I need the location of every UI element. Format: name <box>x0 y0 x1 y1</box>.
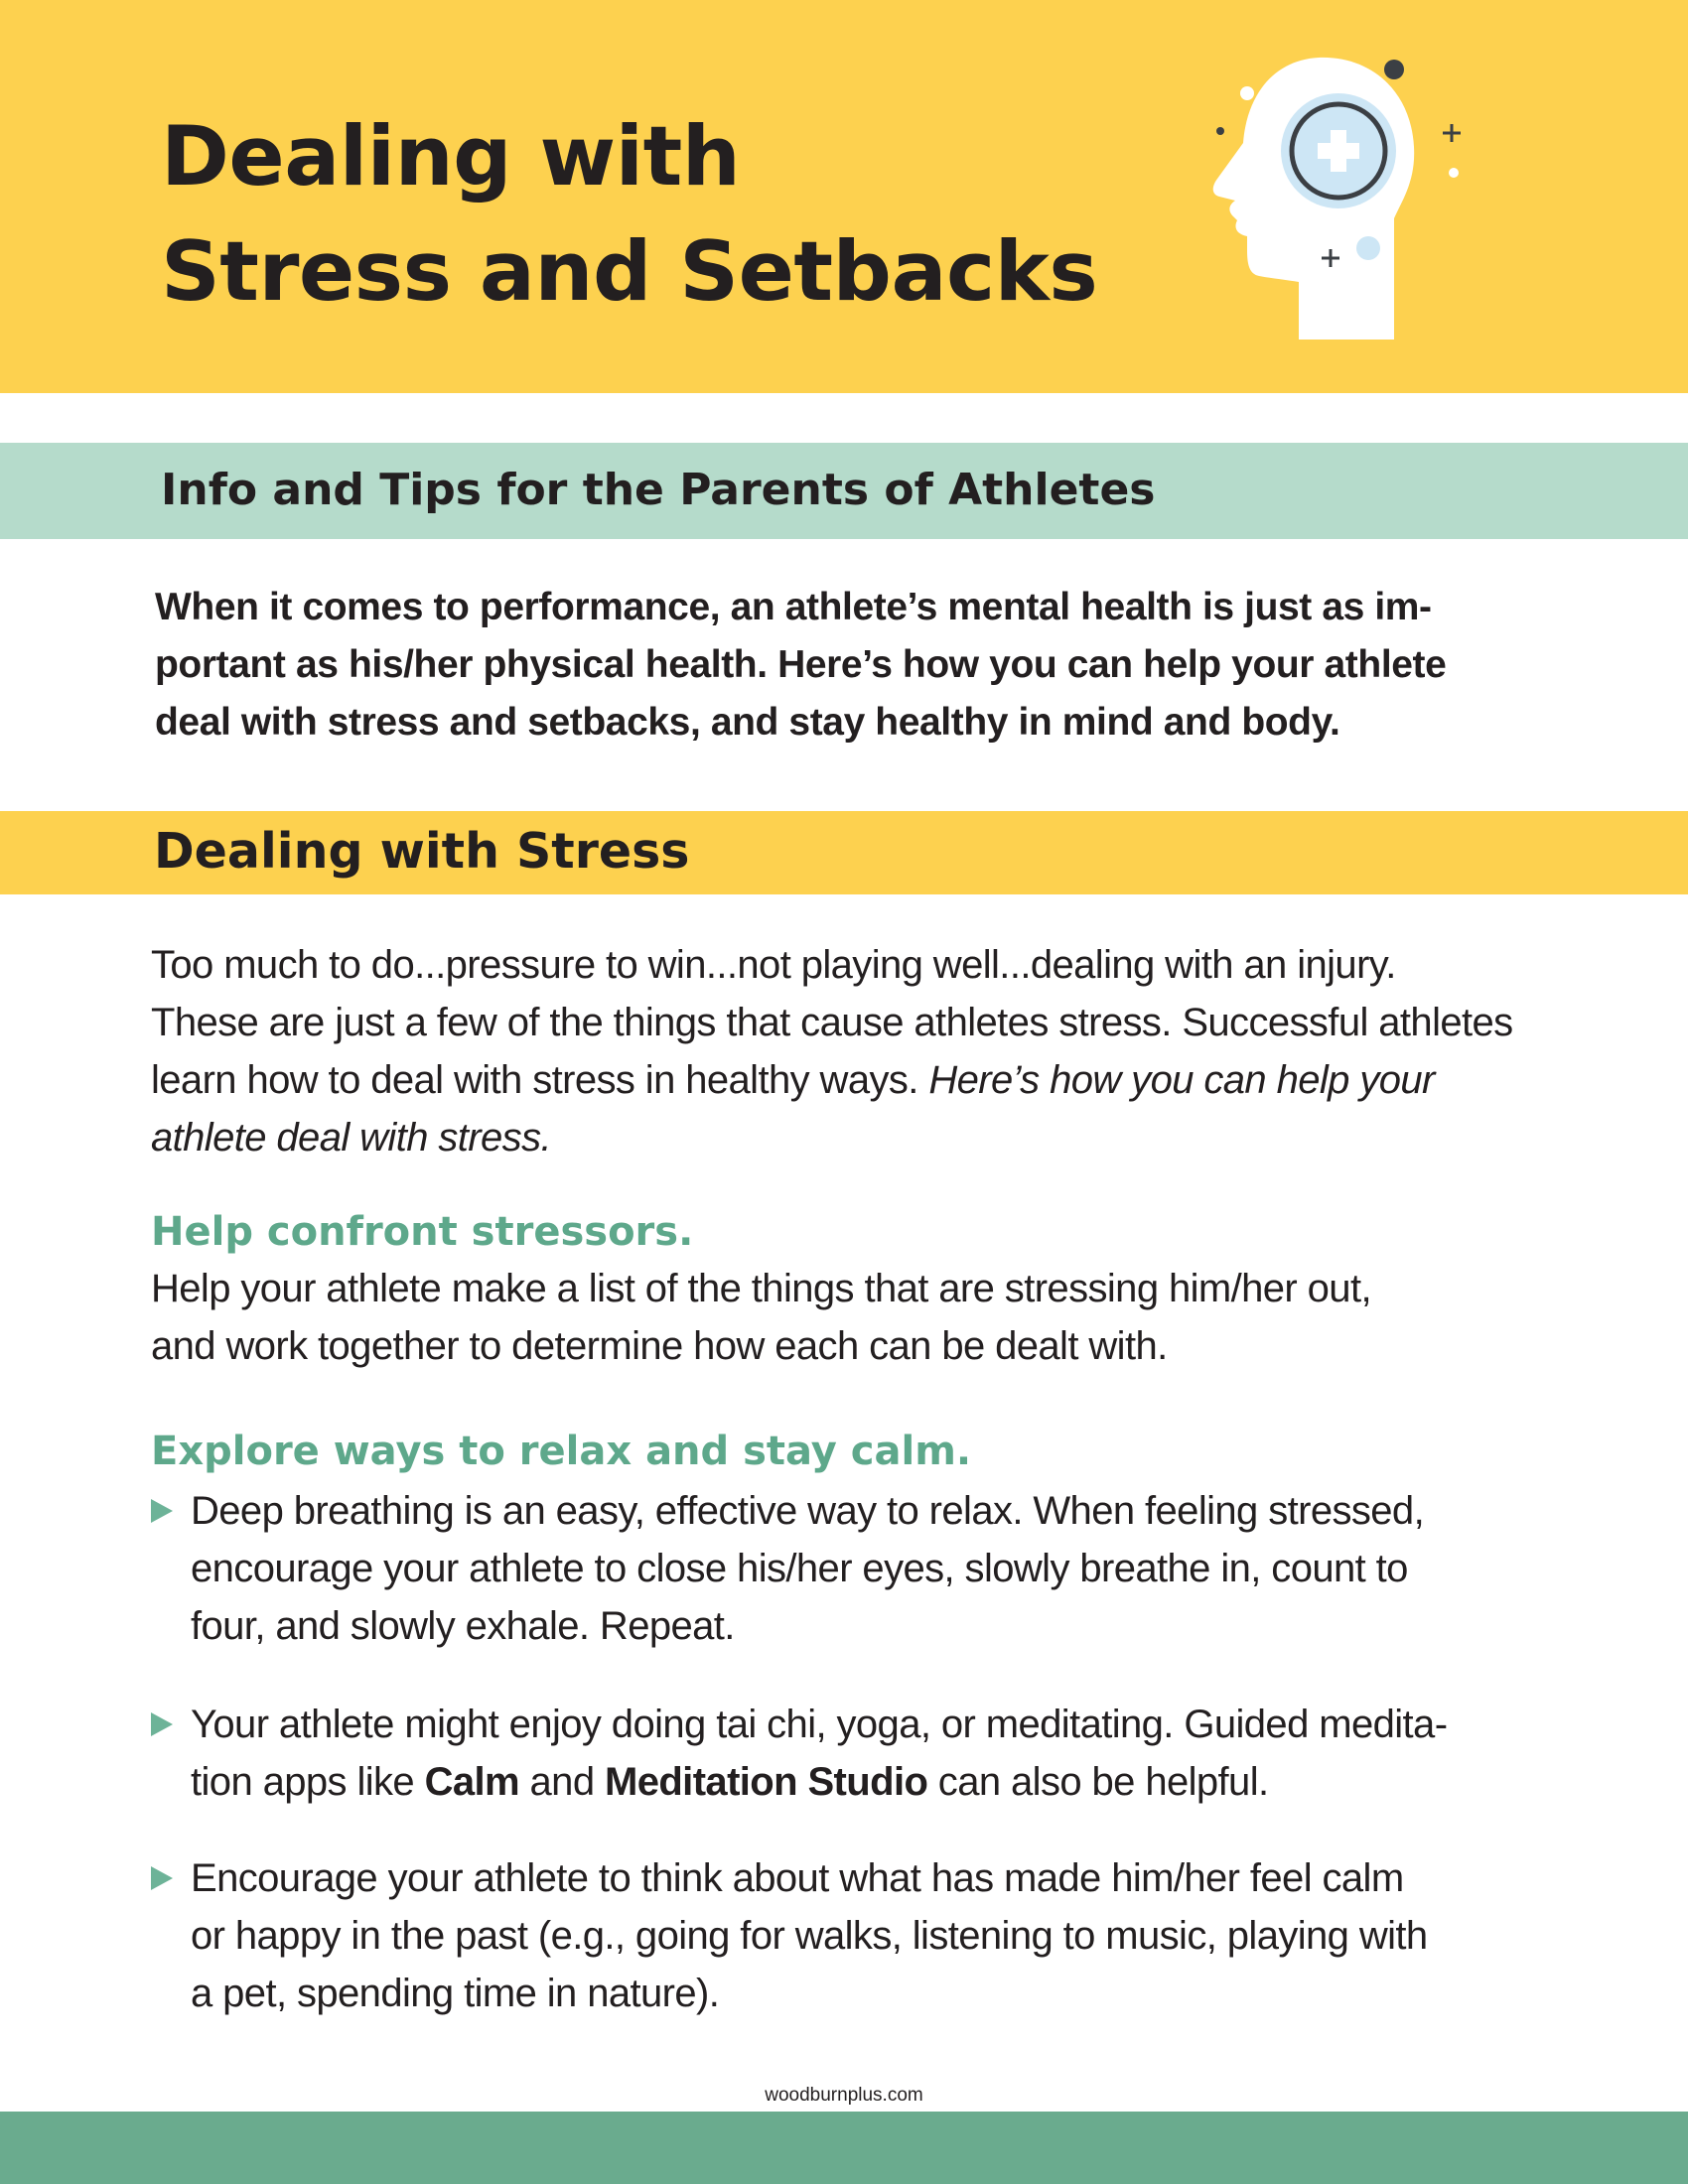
footer-bar <box>0 2112 1688 2184</box>
small-dark-dot <box>1216 127 1224 135</box>
bullet-text <box>191 1696 1601 1811</box>
triangle-bullet-icon <box>151 1866 173 1890</box>
paragraph-line: These are just a few of the things that cause athletes stress. Successful athletes <box>151 1001 1513 1044</box>
small-white-dot <box>1449 168 1459 178</box>
intro-line: deal with stress and setbacks, and stay healthy in mind and body. <box>155 701 1340 744</box>
white-dot <box>1240 86 1254 100</box>
title-line-2: Stress and Setbacks <box>161 223 1098 320</box>
tip-confront-text <box>151 1260 1611 1375</box>
blue-dot <box>1356 236 1380 260</box>
paragraph-line: learn how to deal with stress in healthy ways. <box>151 1058 929 1102</box>
app-name-meditation-studio: Meditation Studio <box>604 1760 928 1804</box>
head-medical-cross-icon <box>1207 52 1462 349</box>
cross-horizontal <box>1318 143 1359 159</box>
paragraph-italic: athlete deal with stress. <box>151 1116 551 1160</box>
bullet-line: Deep breathing is an easy, effective way to relax. When feeling stressed, <box>191 1489 1425 1533</box>
tip-heading-relax: Explore ways to relax and stay calm. <box>151 1429 972 1474</box>
subtitle: Info and Tips for the Parents of Athletes <box>161 465 1156 515</box>
bullet-line: and <box>519 1760 605 1804</box>
bullet-line: a pet, spending time in nature). <box>191 1972 720 2015</box>
bullet-line: or happy in the past (e.g., going for walks, listening to music, playing with <box>191 1914 1428 1958</box>
subtitle-band <box>0 443 1688 539</box>
section-band <box>0 811 1688 894</box>
plus-decoration <box>1443 124 1461 142</box>
bullet-line: four, and slowly exhale. Repeat. <box>191 1604 735 1648</box>
page-title <box>161 99 1097 330</box>
tip-heading-confront: Help confront stressors. <box>151 1209 694 1255</box>
bullet-line: tion apps like <box>191 1760 425 1804</box>
bullet-line: Your athlete might enjoy doing tai chi, yoga, or meditating. Guided medita- <box>191 1703 1448 1746</box>
title-line-1: Dealing with <box>161 108 741 205</box>
bullet-line: Encourage your athlete to think about what has made him/her feel calm <box>191 1856 1404 1900</box>
bullet-text <box>191 1482 1601 1655</box>
bullet-line: encourage your athlete to close his/her eyes, slowly breathe in, count to <box>191 1547 1408 1590</box>
footer-url: woodburnplus.com <box>765 2085 923 2106</box>
triangle-bullet-icon <box>151 1499 173 1523</box>
tip-line: and work together to determine how each can be dealt with. <box>151 1324 1168 1368</box>
section-title: Dealing with Stress <box>154 823 690 880</box>
paragraph-italic: Here’s how you can help your <box>928 1058 1435 1102</box>
bullet-text <box>191 1849 1601 2022</box>
header-banner <box>0 0 1688 393</box>
paragraph-line: Too much to do...pressure to win...not playing well...dealing with an injury. <box>151 943 1396 987</box>
tip-line: Help your athlete make a list of the things that are stressing him/her out, <box>151 1267 1371 1310</box>
bullet-line: can also be helpful. <box>927 1760 1269 1804</box>
app-name-calm: Calm <box>424 1760 520 1804</box>
intro-paragraph <box>155 579 1585 751</box>
section-paragraph <box>151 936 1611 1166</box>
intro-line: portant as his/her physical health. Here’s how you can help your athlete <box>155 643 1447 686</box>
triangle-bullet-icon <box>151 1712 173 1736</box>
dark-dot <box>1384 60 1404 79</box>
intro-line: When it comes to performance, an athlete’s mental health is just as im- <box>155 586 1432 628</box>
